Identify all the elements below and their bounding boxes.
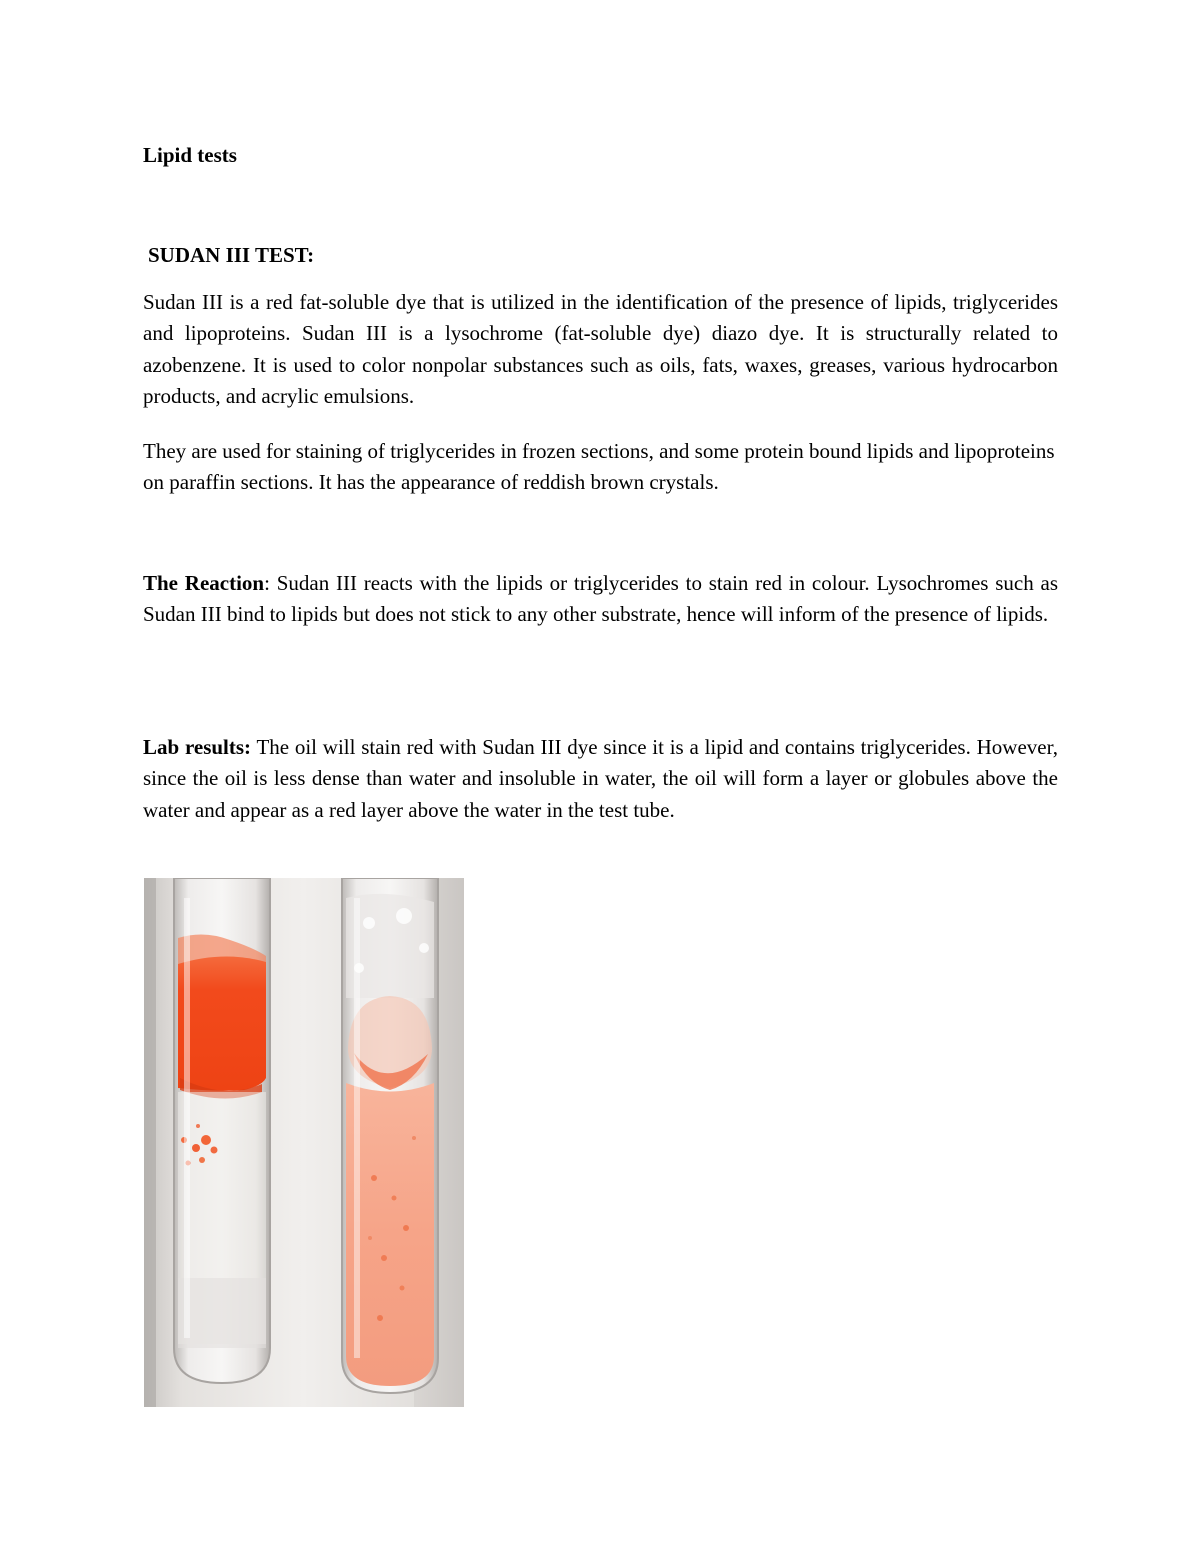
lab-results-label: Lab results: [143, 735, 252, 759]
section-heading: SUDAN III TEST: [148, 243, 315, 267]
reaction-label: The Reaction [143, 571, 265, 595]
page-title: Lipid tests [143, 143, 237, 167]
reaction-text: : Sudan III reacts with the lipids or triglycerides to stain red in colour. Lysochromes such as Sudan III bind to lipids but does not stick to any other substrate, hence will inform of the presence of lipids. [143, 571, 1059, 627]
paragraph-lab-results [143, 732, 1058, 826]
lab-results-text: The oil will stain red with Sudan III dye since it is a lipid and contains triglycerides. However, since the oil is less dense than water and insoluble in water, the oil will form a layer or globules above the water and appear as a red layer above the water in the test tube. [143, 735, 1058, 822]
paragraph-usage: They are used for staining of triglycerides in frozen sections, and some protein bound lipids and lipoproteins on paraffin sections. It has the appearance of reddish brown crystals. [143, 439, 1055, 495]
test-tube-photo [144, 878, 464, 1407]
paragraph-description: Sudan III is a red fat-soluble dye that is utilized in the identification of the presence of lipids, triglycerides and lipoproteins. Sudan III is a lysochrome (fat-soluble dye) diazo dye. It is structurally related to azobenzene. It is used to color nonpolar substances such as oils, fats, waxes, greases, various hydrocarbon products, and acrylic emulsions. [143, 290, 1058, 408]
right-test-tube [342, 878, 438, 1393]
oil-red-layer [178, 956, 266, 1090]
paragraph-reaction [143, 568, 1058, 631]
left-test-tube [174, 878, 270, 1383]
